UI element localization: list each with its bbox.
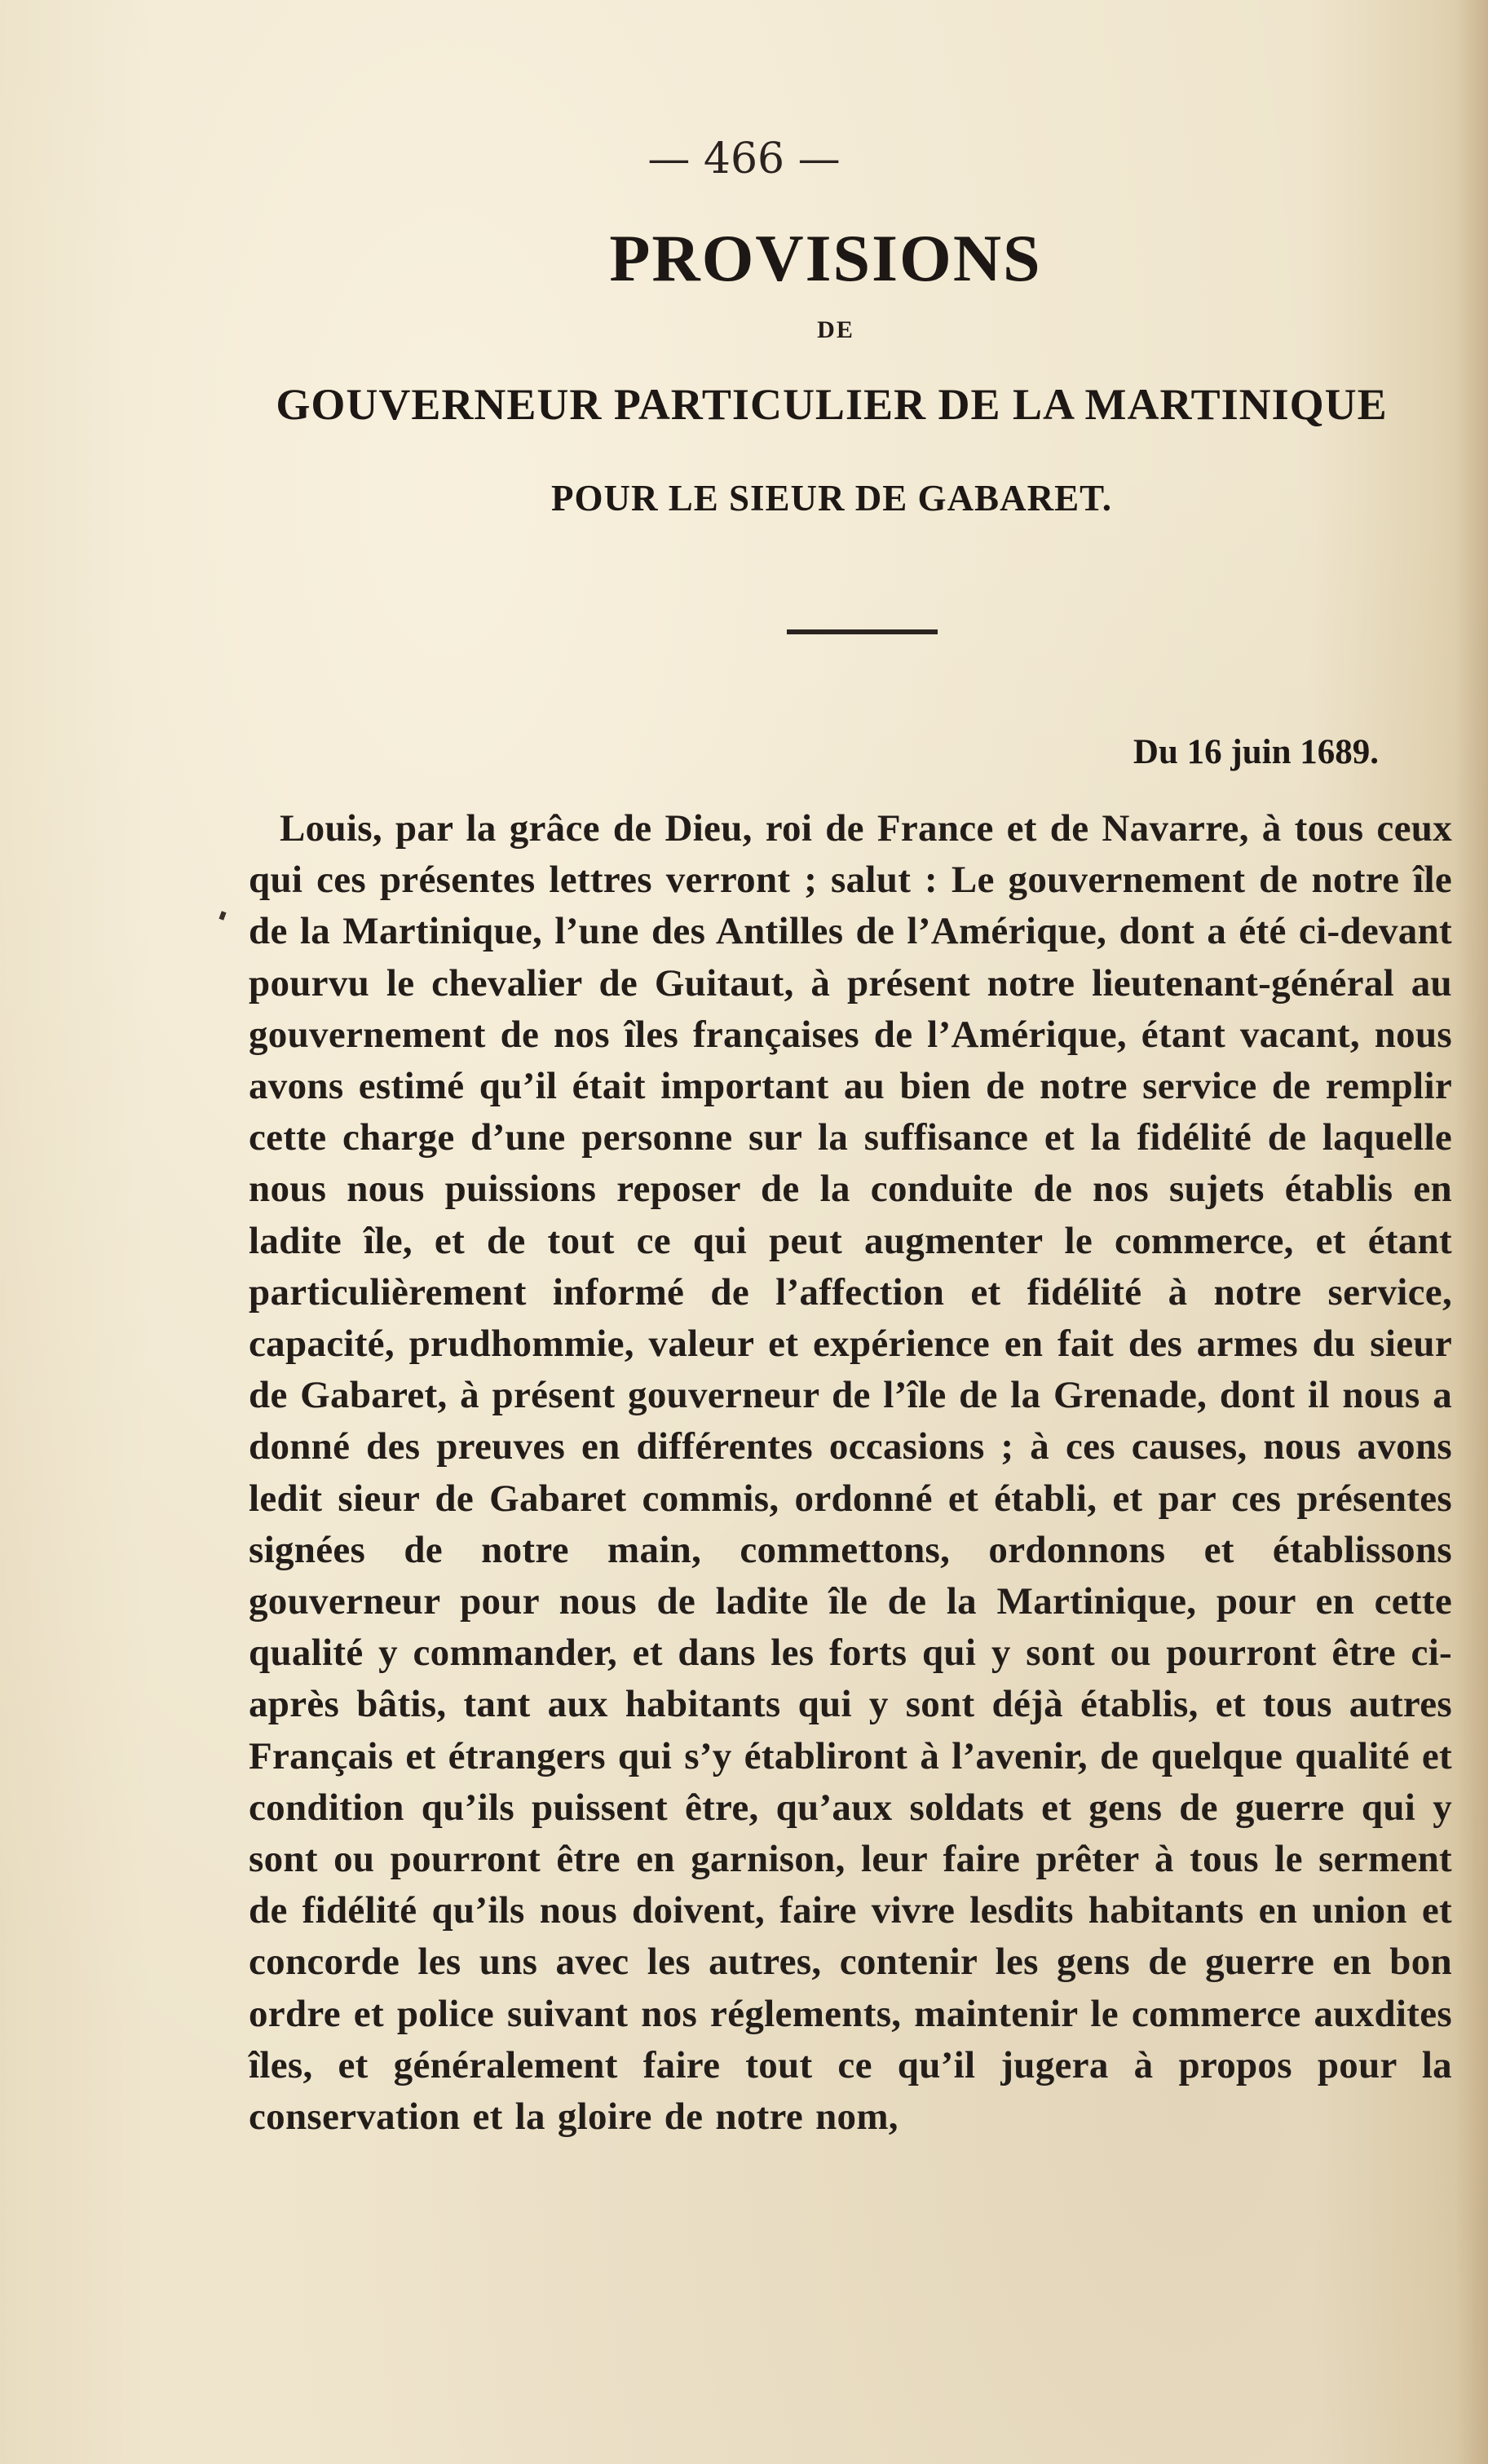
document-subtitle: GOUVERNEUR PARTICULIER DE LA MARTINIQUE	[276, 380, 1388, 429]
page-number: — 466 —	[647, 135, 841, 183]
title-connector: DE	[817, 316, 854, 343]
section-divider	[787, 629, 938, 634]
document-title: PROVISIONS	[609, 221, 1042, 295]
document-date: Du 16 juin 1689.	[1133, 733, 1379, 771]
body-text: Louis, par la grâce de Dieu, roi de France et de Navarre, à tous ceux qui ces présentes lettres verront ; salut : Le gouvernement de notre île de la Martinique, l’une des Antilles de l’Amérique, dont a été ci-devant pourvu le chevalier de Guitaut, à présent notre lieutenant-général au gouvernement de nos îles françaises de l’Amérique, étant vacant, nous avons estimé qu’il était important au bien de notre service de remplir cette charge d’une personne sur la suffisance et la fidélité de laquelle nous nous puissions reposer de la conduite de nos sujets établis en ladite île, et de tout ce qui peut augmenter le commerce, et étant particulièrement informé de l’affection et fidélité à notre service, capacité, prudhommie, valeur et expérience en fait des armes du sieur de Gabaret, à présent gouverneur de l’île de la Grenade, dont il nous a donné des preuves en différentes occasions ; à ces causes, nous avons ledit sieur de Gabaret commis, ordonné et établi, et par ces présentes signées de notre main, commettons, ordonnons et établissons gouverneur pour nous de ladite île de la Martinique, pour en cette qualité y commander, et dans les forts qui y sont ou pourront être ci-après bâtis, tant aux habitants qui y sont déjà établis, et tous autres Français et étrangers qui s’y établiront à l’avenir, de quelque qualité et condition qu’ils puissent être, qu’aux soldats et gens de guerre qui y sont ou pourront être en garnison, leur faire prêter à tous le serment de fidélité qu’ils nous doivent, faire vivre lesdits habitants en union et concorde les uns avec les autres, contenir les gens de guerre en bon ordre et police suivant nos réglements, maintenir le commerce auxdites îles, et généralement faire tout ce qu’il jugera à propos pour la conservation et la gloire de notre nom,	[249, 807, 1452, 2139]
page-spine-shadow	[1455, 0, 1488, 2464]
margin-mark	[219, 911, 226, 920]
document-recipient: POUR LE SIEUR DE GABARET.	[550, 478, 1113, 519]
